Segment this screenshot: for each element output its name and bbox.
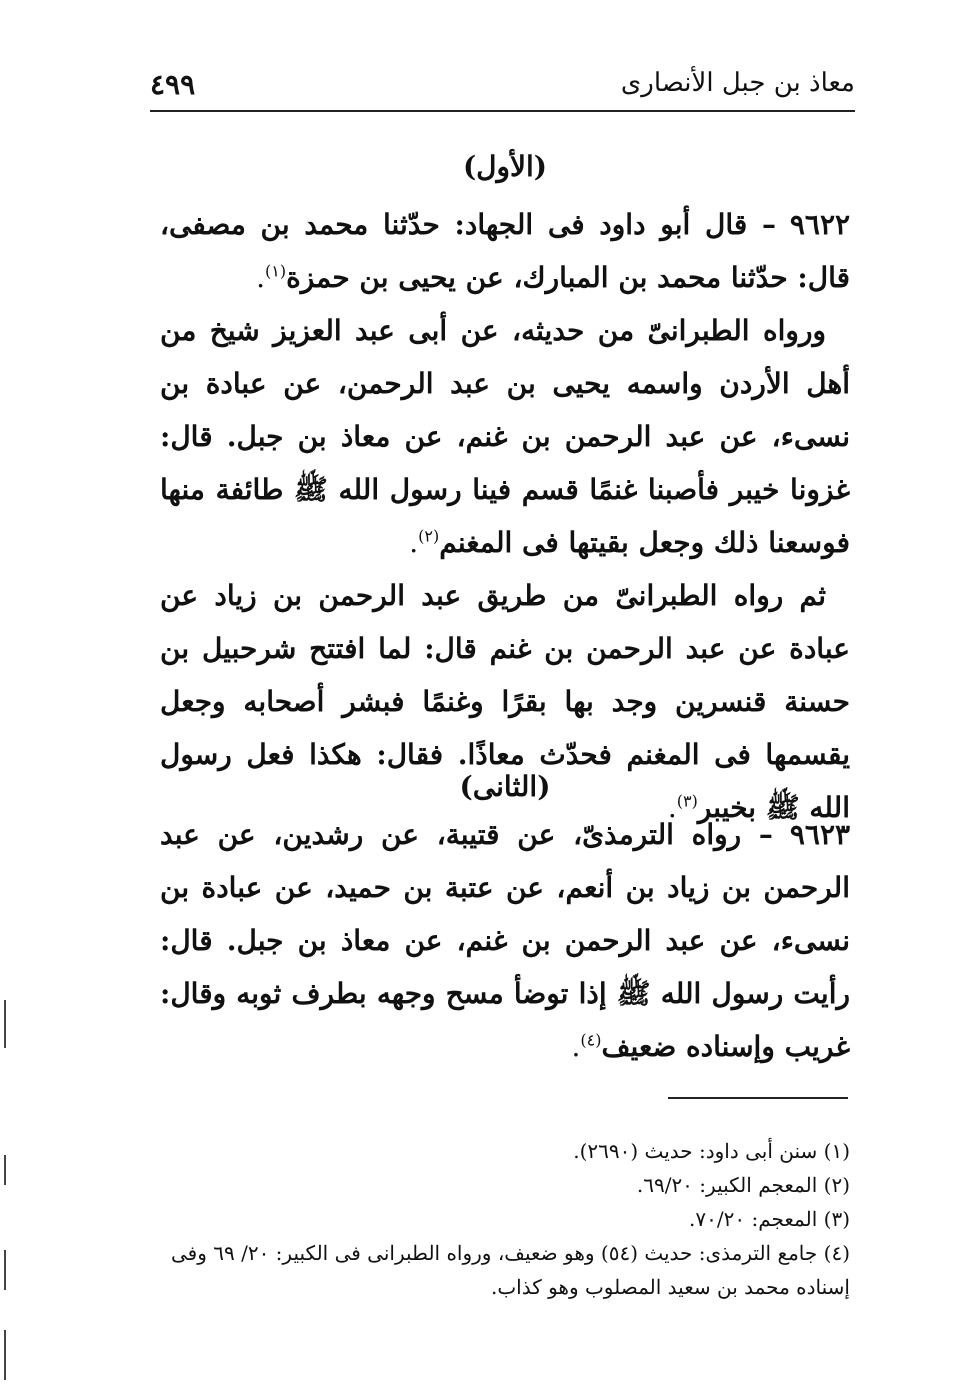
header-rule	[150, 110, 855, 112]
footnote-ref: (٤)	[580, 1030, 602, 1050]
footnote-ref: (١)	[264, 261, 287, 281]
footnote-rule	[668, 1097, 848, 1099]
footnote: (٢) المعجم الكبير: ٦٩/٢٠.	[636, 1173, 850, 1197]
section-heading-first: (الأول)	[462, 150, 548, 183]
hadith-paragraph: ٩٦٢٣ – رواه الترمذىّ، عن قتيبة، عن رشدين، عن عبد الرحمن بن زياد بن أنعم، عن عتبة بن حميد، عن عبادة بن نسىء، عن عبد الرحمن بن غنم، عن معاذ بن جبل. قال: رأيت رسول الله ﷺ إذا توضأ مسح وجهه بطرف ثوبه وقال: غريب وإسناده ضعيف$^{(٤)}$.	[160, 818, 851, 1063]
footnotes	[160, 1134, 850, 1304]
footnote: (١) سنن أبى داود: حديث (٢٦٩٠).	[573, 1139, 850, 1163]
hadith-text: – قال أبو داود فى الجهاد: حدّثنا محمد بن مصفى، قال: حدّثنا محمد بن المبارك، عن يحيى بن حمزة	[160, 208, 850, 294]
page-number: ٤٩٩	[150, 68, 196, 101]
scan-margin-mark	[4, 1330, 6, 1380]
footnote-ref: (٢)	[418, 526, 440, 546]
narration-text: ثم رواه الطبرانىّ من طريق عبد الرحمن بن زياد عن عبادة عن عبد الرحمن بن غنم قال: لما افتتح شرحبيل بن حسنة قنسرين وجد بها بقرًا وغنمًا فبشر أصحابه وجعل يقسمها فى المغنم فحدّث معاذًا. فقال: هكذا فعل رسول الله ﷺ بخيبر	[160, 579, 850, 824]
narration-paragraph: ورواه الطبرانىّ من حديثه، عن أبى عبد العزيز شيخ من أهل الأردن واسمه يحيى بن عبد الرحمن، عن عبادة بن نسىء، عن عبد الرحمن بن غنم، عن معاذ بن جبل. قال: غزونا خيبر فأصبنا غنمًا قسم فينا رسول الله ﷺ طائفة منها فوسعنا ذلك وجعل بقيتها فى المغنم$^{(٢)}$.	[160, 314, 851, 559]
footnote-ref: (٣)	[676, 791, 698, 811]
hadith-text: – رواه الترمذىّ، عن قتيبة، عن رشدين، عن عبد الرحمن بن زياد بن أنعم، عن عتبة بن حميد، عن عبادة بن نسىء، عن عبد الرحمن بن غنم، عن معاذ بن جبل. قال: رأيت رسول الله ﷺ إذا توضأ مسح وجهه بطرف ثوبه وقال: غريب وإسناده ضعيف	[160, 818, 850, 1063]
narration-text: ورواه الطبرانىّ من حديثه، عن أبى عبد العزيز شيخ من أهل الأردن واسمه يحيى بن عبد الرحمن، عن عبادة بن نسىء، عن عبد الرحمن بن غنم، عن معاذ بن جبل. قال: غزونا خيبر فأصبنا غنمًا قسم فينا رسول الله ﷺ طائفة منها فوسعنا ذلك وجعل بقيتها فى المغنم	[160, 314, 851, 559]
scan-margin-mark	[4, 1000, 6, 1048]
section-heading-second: (الثانى)	[459, 770, 551, 803]
footnote: (٣) المعجم: ٧٠/٢٠.	[689, 1207, 850, 1231]
hadith-number: ٩٦٢٢	[789, 208, 851, 241]
section-second-body	[160, 808, 850, 1073]
running-header	[150, 62, 855, 108]
section-first-body	[160, 198, 850, 834]
hadith-number: ٩٦٢٣	[789, 818, 851, 851]
narration-paragraph: ثم رواه الطبرانىّ من طريق عبد الرحمن بن زياد عن عبادة عن عبد الرحمن بن غنم قال: لما افتتح شرحبيل بن حسنة قنسرين وجد بها بقرًا وغنمًا فبشر أصحابه وجعل يقسمها فى المغنم فحدّث معاذًا. فقال: هكذا فعل رسول الله ﷺ بخيبر$^{(٣)}$.	[160, 579, 850, 824]
scan-margin-mark	[4, 1250, 6, 1290]
hadith-paragraph: ٩٦٢٢ – قال أبو داود فى الجهاد: حدّثنا محمد بن مصفى، قال: حدّثنا محمد بن المبارك، عن يحيى بن حمزة$^{(١)}$.	[160, 208, 851, 294]
header-title: معاذ بن جبل الأنصارى	[620, 68, 855, 98]
scan-margin-mark	[4, 1155, 6, 1185]
footnote: (٤) جامع الترمذى: حديث (٥٤) وهو ضعيف، ورواه الطبرانى فى الكبير: ٢٠/ ٦٩ وفى إسناده محمد بن سعيد المصلوب وهو كذاب.	[171, 1241, 850, 1299]
